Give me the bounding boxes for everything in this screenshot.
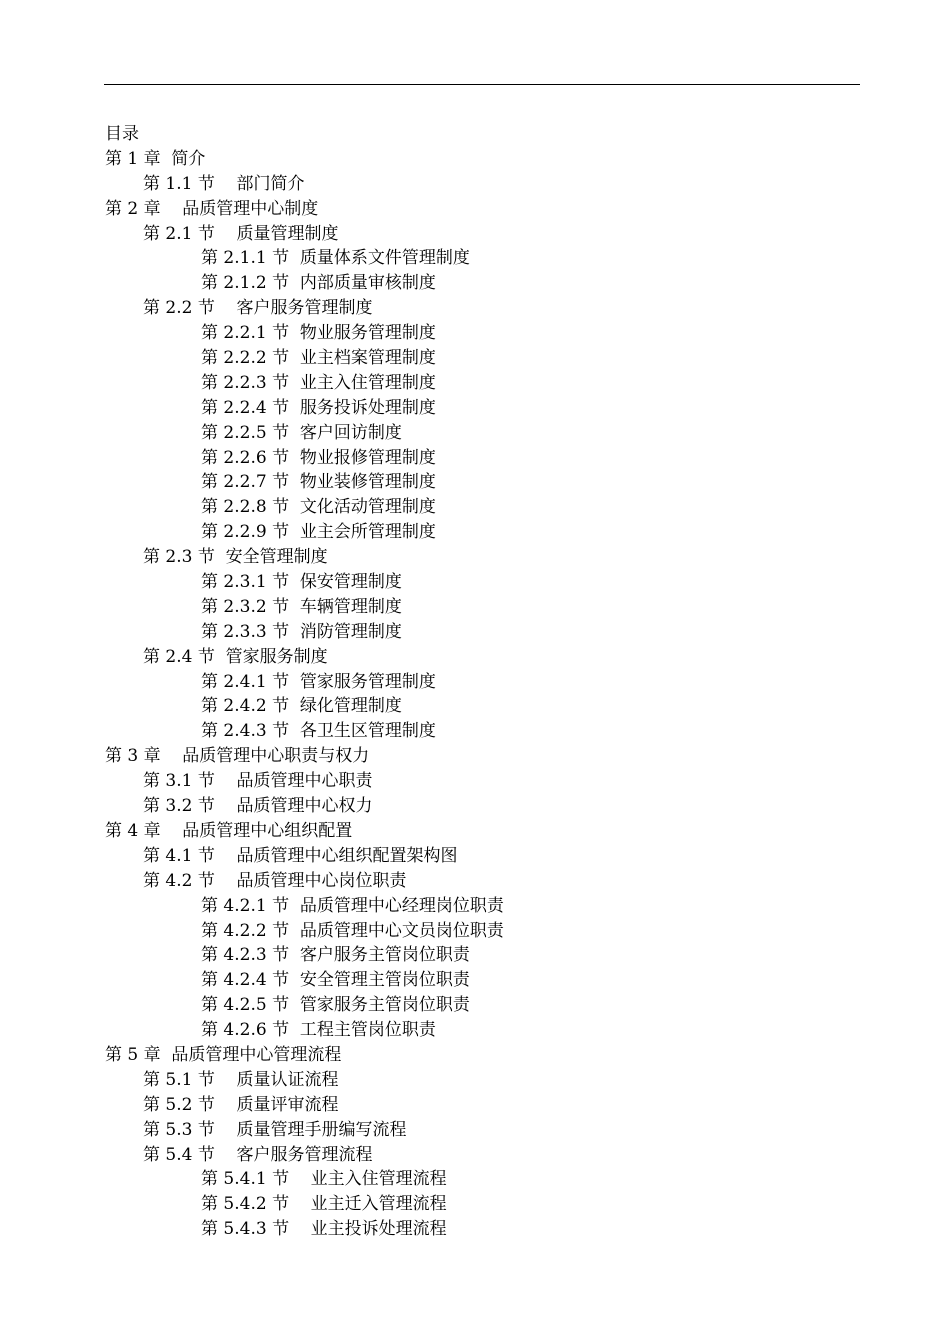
- toc-entry-subsection[interactable]: 第 5.4.2 节 业主迁入管理流程: [201, 1194, 447, 1215]
- toc-entry-section[interactable]: 第 2.1 节 质量管理制度: [143, 223, 339, 244]
- toc-entry-subsection[interactable]: 第 2.2.2 节 业主档案管理制度: [201, 348, 436, 369]
- toc-entry-section[interactable]: 第 2.3 节 安全管理制度: [143, 547, 328, 568]
- toc-entry-subsection[interactable]: 第 2.3.1 节 保安管理制度: [201, 572, 402, 593]
- toc-entry-section[interactable]: 第 5.4 节 客户服务管理流程: [143, 1144, 373, 1165]
- toc-entry-chapter[interactable]: 第 4 章 品质管理中心组织配置: [105, 820, 353, 841]
- toc-entry-subsection[interactable]: 第 2.2.5 节 客户回访制度: [201, 422, 402, 443]
- header-rule: [104, 84, 860, 85]
- toc-entry-subsection[interactable]: 第 4.2.4 节 安全管理主管岗位职责: [201, 970, 470, 991]
- toc-entry-subsection[interactable]: 第 2.1.2 节 内部质量审核制度: [201, 273, 436, 294]
- toc-entry-subsection[interactable]: 第 2.1.1 节 质量体系文件管理制度: [201, 248, 470, 269]
- toc-entry-subsection[interactable]: 第 2.2.8 节 文化活动管理制度: [201, 497, 436, 518]
- toc-entry-subsection[interactable]: 第 2.4.1 节 管家服务管理制度: [201, 671, 436, 692]
- toc-entry-subsection[interactable]: 第 4.2.3 节 客户服务主管岗位职责: [201, 945, 470, 966]
- toc-entry-chapter[interactable]: 第 3 章 品质管理中心职责与权力: [105, 746, 370, 767]
- toc-entries: [105, 147, 865, 1242]
- toc-entry-subsection[interactable]: 第 2.3.3 节 消防管理制度: [201, 621, 402, 642]
- toc-entry-subsection[interactable]: 第 2.2.9 节 业主会所管理制度: [201, 522, 436, 543]
- toc-entry-subsection[interactable]: 第 2.2.1 节 物业服务管理制度: [201, 323, 436, 344]
- toc-entry-section[interactable]: 第 4.2 节 品质管理中心岗位职责: [143, 870, 407, 891]
- toc-entry-subsection[interactable]: 第 2.4.2 节 绿化管理制度: [201, 696, 402, 717]
- toc-entry-subsection[interactable]: 第 4.2.1 节 品质管理中心经理岗位职责: [201, 895, 504, 916]
- toc-entry-chapter[interactable]: 第 2 章 品质管理中心制度: [105, 198, 319, 219]
- toc-entry-subsection[interactable]: 第 2.3.2 节 车辆管理制度: [201, 596, 402, 617]
- toc-entry-section[interactable]: 第 4.1 节 品质管理中心组织配置架构图: [143, 845, 458, 866]
- toc-entry-subsection[interactable]: 第 2.2.4 节 服务投诉处理制度: [201, 397, 436, 418]
- toc-heading: 目录: [105, 124, 139, 144]
- toc-entry-section[interactable]: 第 3.2 节 品质管理中心权力: [143, 796, 373, 817]
- toc-entry-section[interactable]: 第 5.2 节 质量评审流程: [143, 1094, 339, 1115]
- toc-entry-chapter[interactable]: 第 1 章 简介: [105, 148, 206, 169]
- toc-entry-subsection[interactable]: 第 2.2.7 节 物业装修管理制度: [201, 472, 436, 493]
- toc-entry-subsection[interactable]: 第 5.4.3 节 业主投诉处理流程: [201, 1219, 447, 1240]
- toc-entry-section[interactable]: 第 1.1 节 部门简介: [143, 173, 305, 194]
- toc-entry-subsection[interactable]: 第 2.2.6 节 物业报修管理制度: [201, 447, 436, 468]
- toc-entry-subsection[interactable]: 第 2.4.3 节 各卫生区管理制度: [201, 721, 436, 742]
- toc-entry-subsection[interactable]: 第 4.2.2 节 品质管理中心文员岗位职责: [201, 920, 504, 941]
- toc-entry-section[interactable]: 第 3.1 节 品质管理中心职责: [143, 771, 373, 792]
- toc-entry-subsection[interactable]: 第 4.2.5 节 管家服务主管岗位职责: [201, 995, 470, 1016]
- toc-entry-section[interactable]: 第 2.2 节 客户服务管理制度: [143, 298, 373, 319]
- toc-entry-subsection[interactable]: 第 2.2.3 节 业主入住管理制度: [201, 372, 436, 393]
- toc-entry-subsection[interactable]: 第 5.4.1 节 业主入住管理流程: [201, 1169, 447, 1190]
- toc-entry-section[interactable]: 第 5.3 节 质量管理手册编写流程: [143, 1119, 407, 1140]
- table-of-contents: [105, 122, 865, 1242]
- toc-entry-section[interactable]: 第 2.4 节 管家服务制度: [143, 646, 328, 667]
- toc-entry-section[interactable]: 第 5.1 节 质量认证流程: [143, 1069, 339, 1090]
- toc-entry-chapter[interactable]: 第 5 章 品质管理中心管理流程: [105, 1044, 342, 1065]
- toc-entry-subsection[interactable]: 第 4.2.6 节 工程主管岗位职责: [201, 1020, 436, 1041]
